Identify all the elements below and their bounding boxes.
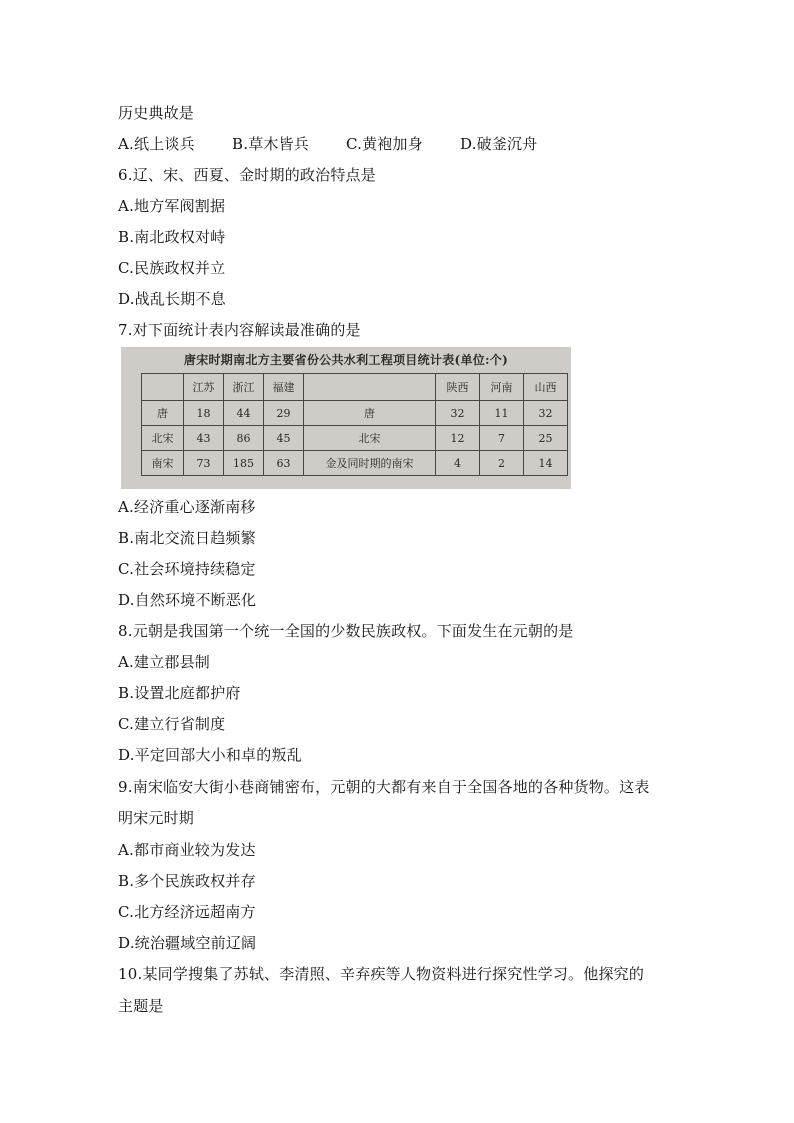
table-cell: 44 bbox=[224, 401, 264, 426]
header-shanxi: 山西 bbox=[524, 374, 568, 401]
table-cell: 45 bbox=[264, 426, 304, 451]
row-label-south: 北宋 bbox=[142, 426, 184, 451]
q5-option-b: B.草木皆兵 bbox=[232, 135, 309, 153]
q7-option-c: C.社会环境持续稳定 bbox=[118, 560, 256, 578]
table-cell: 14 bbox=[524, 451, 568, 476]
table-cell: 63 bbox=[264, 451, 304, 476]
water-project-table-image bbox=[121, 347, 571, 489]
header-shaanxi: 陕西 bbox=[436, 374, 480, 401]
table-cell: 2 bbox=[480, 451, 524, 476]
q8-option-c: C.建立行省制度 bbox=[118, 715, 226, 733]
statistics-table bbox=[141, 373, 568, 476]
q5-stem-tail: 历史典故是 bbox=[118, 104, 195, 122]
q9-option-b: B.多个民族政权并存 bbox=[118, 872, 256, 890]
q9-option-c: C.北方经济远超南方 bbox=[118, 903, 256, 921]
q7-stem: 7.对下面统计表内容解读最准确的是 bbox=[118, 321, 361, 339]
q10-stem-line1: 10.某同学搜集了苏轼、李清照、辛弃疾等人物资料进行探究性学习。他探究的 bbox=[118, 965, 645, 983]
table-cell: 4 bbox=[436, 451, 480, 476]
row-label-north: 金及同时期的南宋 bbox=[304, 451, 436, 476]
q5-option-c: C.黄袍加身 bbox=[346, 135, 423, 153]
row-label-north: 北宋 bbox=[304, 426, 436, 451]
table-row bbox=[142, 401, 568, 426]
table-row bbox=[142, 426, 568, 451]
table-cell: 43 bbox=[184, 426, 224, 451]
q6-option-d: D.战乱长期不息 bbox=[118, 290, 226, 308]
table-caption: 唐宋时期南北方主要省份公共水利工程项目统计表(单位:个) bbox=[183, 353, 509, 367]
q6-option-b: B.南北政权对峙 bbox=[118, 228, 226, 246]
table-cell: 12 bbox=[436, 426, 480, 451]
table-cell: 32 bbox=[524, 401, 568, 426]
header-jiangsu: 江苏 bbox=[184, 374, 224, 401]
row-label-south: 唐 bbox=[142, 401, 184, 426]
q5-option-a: A.纸上谈兵 bbox=[118, 135, 195, 153]
table-cell: 32 bbox=[436, 401, 480, 426]
table-cell: 25 bbox=[524, 426, 568, 451]
q8-option-a: A.建立郡县制 bbox=[118, 653, 211, 671]
q8-option-b: B.设置北庭都护府 bbox=[118, 684, 241, 702]
q5-option-d: D.破釜沉舟 bbox=[460, 135, 538, 153]
table-cell: 7 bbox=[480, 426, 524, 451]
q8-option-d: D.平定回部大小和卓的叛乱 bbox=[118, 746, 302, 764]
q6-stem: 6.辽、宋、西夏、金时期的政治特点是 bbox=[118, 166, 376, 184]
q9-option-d: D.统治疆域空前辽阔 bbox=[118, 934, 257, 952]
q7-option-d: D.自然环境不断恶化 bbox=[118, 591, 257, 609]
table-row bbox=[142, 451, 568, 476]
q6-option-c: C.民族政权并立 bbox=[118, 259, 226, 277]
table-header-row bbox=[142, 374, 568, 401]
q9-option-a: A.都市商业较为发达 bbox=[118, 841, 256, 859]
header-zhejiang: 浙江 bbox=[224, 374, 264, 401]
q7-option-b: B.南北交流日趋频繁 bbox=[118, 529, 256, 547]
row-label-south: 南宋 bbox=[142, 451, 184, 476]
q5-options bbox=[118, 134, 537, 154]
table-cell: 73 bbox=[184, 451, 224, 476]
header-empty-cell bbox=[304, 374, 436, 401]
header-fujian: 福建 bbox=[264, 374, 304, 401]
table-cell: 11 bbox=[480, 401, 524, 426]
row-label-north: 唐 bbox=[304, 401, 436, 426]
header-henan: 河南 bbox=[480, 374, 524, 401]
table-cell: 185 bbox=[224, 451, 264, 476]
q7-option-a: A.经济重心逐渐南移 bbox=[118, 498, 256, 516]
q9-stem-line2: 明宋元时期 bbox=[118, 809, 195, 827]
table-cell: 86 bbox=[224, 426, 264, 451]
q10-stem-line2: 主题是 bbox=[118, 997, 164, 1015]
q6-option-a: A.地方军阀割据 bbox=[118, 197, 226, 215]
header-empty-cell bbox=[142, 374, 184, 401]
q8-stem: 8.元朝是我国第一个统一全国的少数民族政权。下面发生在元朝的是 bbox=[118, 622, 574, 640]
q9-stem-line1: 9.南宋临安大街小巷商铺密布，元朝的大都有来自于全国各地的各种货物。这表 bbox=[118, 778, 650, 796]
table-cell: 29 bbox=[264, 401, 304, 426]
table-cell: 18 bbox=[184, 401, 224, 426]
